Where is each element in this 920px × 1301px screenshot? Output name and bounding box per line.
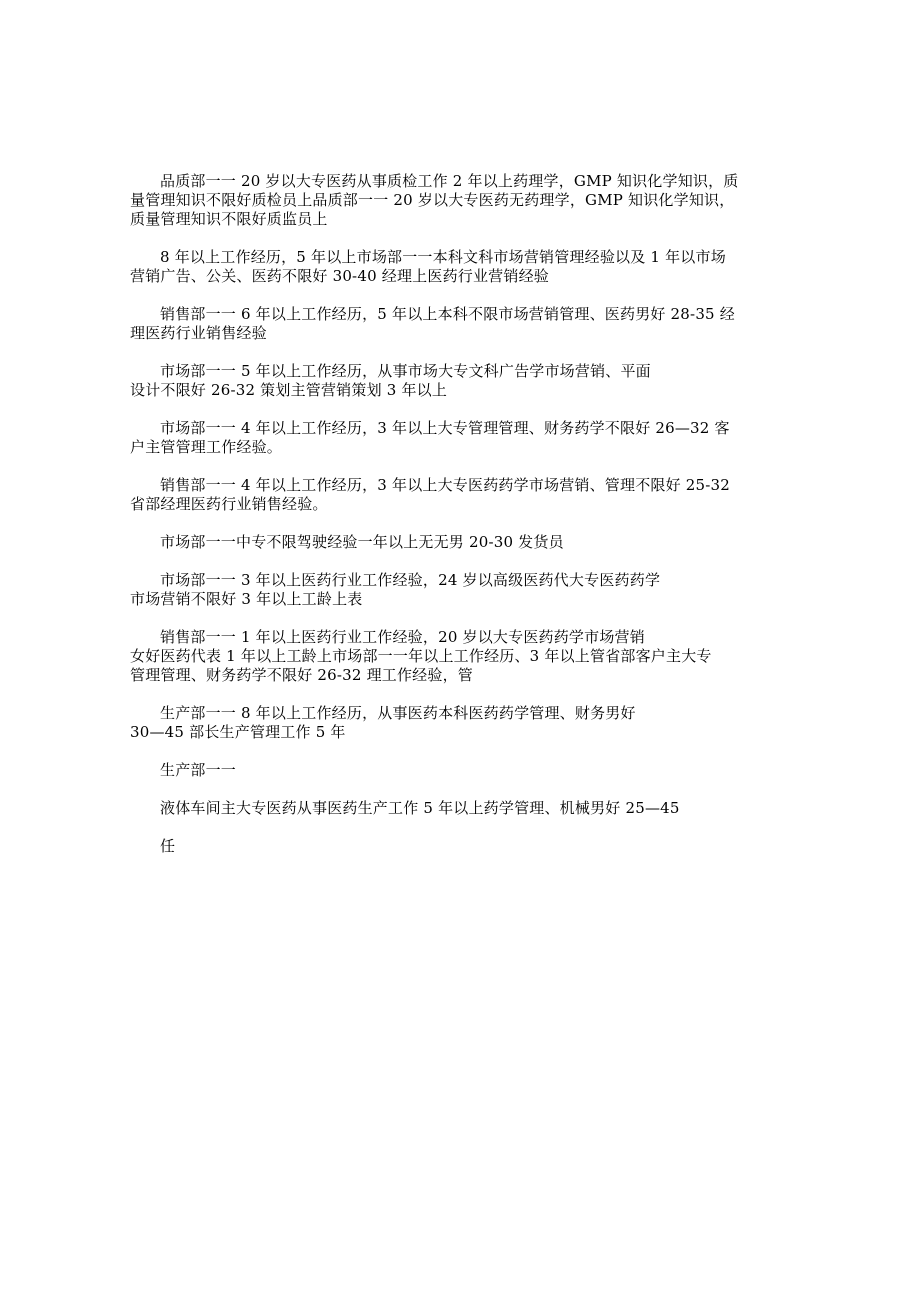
paragraph-line: 销售部一一 6 年以上工作经历，5 年以上本科不限市场营销管理、医药男好 28-35 经 [160,305,735,323]
paragraph-line: 女好医药代表 1 年以上工龄上市场部一一年以上工作经历、3 年以上管省部客户主大专 [130,647,712,665]
paragraph-line: 户主管管理工作经验。 [130,438,283,456]
paragraph-line: 生产部一一 [160,761,237,779]
paragraph-line: 量管理知识不限好质检员上品质部一一 20 岁以大专医药无药理学，GMP 知识化学知识， [130,191,735,209]
paragraph-line: 设计不限好 26-32 策划主管营销策划 3 年以上 [130,381,448,399]
paragraph-line: 液体车间主大专医药从事医药生产工作 5 年以上药学管理、机械男好 25—45 [160,799,680,817]
paragraph-line: 市场部一一中专不限驾驶经验一年以上无无男 20-30 发货员 [160,533,564,551]
paragraph-line: 质量管理知识不限好质监员上 [130,210,328,228]
paragraph-line: 任 [160,837,176,855]
paragraph-line: 30—45 部长生产管理工作 5 年 [130,723,346,741]
paragraph-line: 生产部一一 8 年以上工作经历，从事医药本科医药药学管理、财务男好 [160,704,636,722]
document-body [130,172,790,856]
paragraph-line: 省部经理医药行业销售经验。 [130,495,328,513]
paragraph-line: 理医药行业销售经验 [130,324,267,342]
paragraph-line: 市场营销不限好 3 年以上工龄上表 [130,590,363,608]
paragraph-line: 8 年以上工作经历，5 年以上市场部一一本科文科市场营销管理经验以及 1 年以市场 [160,248,726,266]
paragraph-line: 管理管理、财务药学不限好 26-32 理工作经验，管 [130,666,473,684]
paragraph-line: 销售部一一 1 年以上医药行业工作经验，20 岁以大专医药药学市场营销 [160,628,645,646]
paragraph-line: 市场部一一 5 年以上工作经历，从事市场大专文科广告学市场营销、平面 [160,362,651,380]
paragraph-line: 品质部一一 20 岁以大专医药从事质检工作 2 年以上药理学，GMP 知识化学知识，质 [160,172,739,190]
paragraph-line: 销售部一一 4 年以上工作经历，3 年以上大专医药药学市场营销、管理不限好 25-32 [160,476,731,494]
paragraph-line: 市场部一一 3 年以上医药行业工作经验，24 岁以高级医药代大专医药药学 [160,571,661,589]
paragraph-line: 营销广告、公关、医药不限好 30-40 经理上医药行业营销经验 [130,267,549,285]
paragraph-line: 市场部一一 4 年以上工作经历，3 年以上大专管理管理、财务药学不限好 26—32 客 [160,419,730,437]
